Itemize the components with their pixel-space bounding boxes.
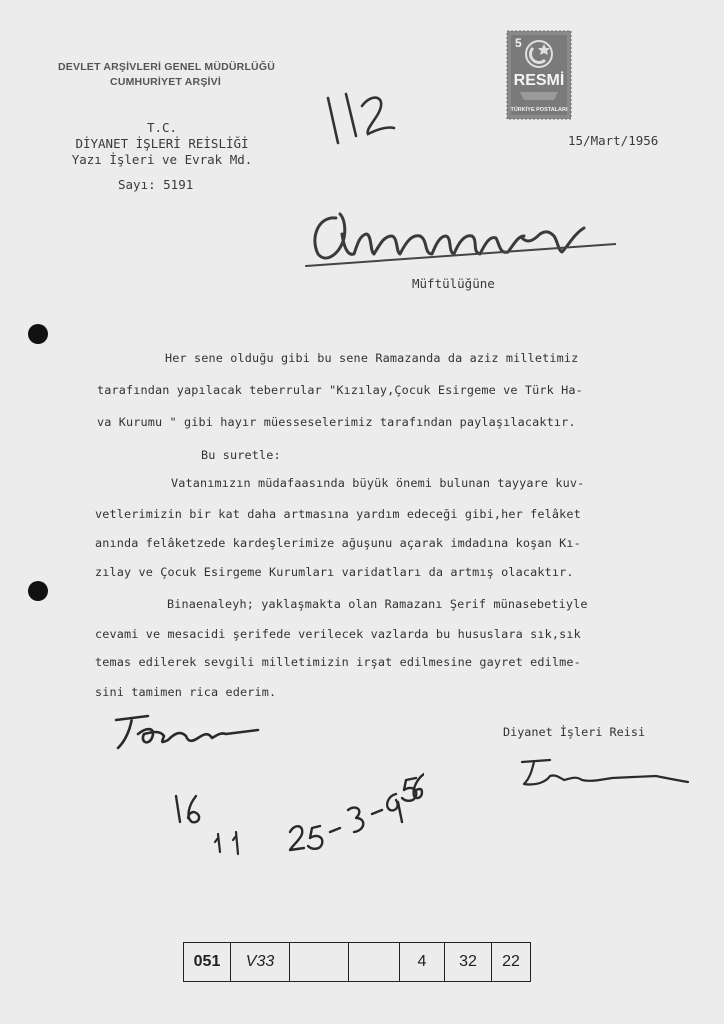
handwritten-mark: [212, 828, 248, 862]
postage-value: 5: [515, 36, 522, 50]
body-line: Bu suretle:: [201, 448, 281, 462]
official-signature: [516, 752, 696, 796]
archive-stamp-line1: DEVLET ARŞİVLERİ GENEL MÜDÜRLÜĞÜ: [58, 61, 275, 73]
body-line: zılay ve Çocuk Esirgeme Kurumları varidatları da artmış olacaktır.: [95, 565, 574, 579]
archive-cell: V33: [231, 943, 290, 981]
punch-hole: [28, 324, 48, 344]
signatory-title: Diyanet İşleri Reisi: [503, 725, 646, 739]
handwritten-number: [320, 88, 400, 162]
reference-number: Sayı: 5191: [118, 177, 194, 192]
archive-reference-box: [183, 942, 531, 982]
handwritten-place: [296, 198, 616, 282]
postage-caption: TÜRKİYE POSTALARI: [510, 107, 568, 113]
initials-signature: [108, 706, 268, 760]
archive-stamp-line2: CUMHURİYET ARŞİVİ: [110, 76, 221, 88]
body-line: va Kurumu " gibi hayır müesseselerimiz tarafından paylaşılacaktır.: [97, 415, 576, 429]
header-institution: DİYANET İŞLERİ REİSLİĞİ: [75, 136, 249, 151]
body-line: Her sene olduğu gibi bu sene Ramazanda da aziz milletimiz: [165, 351, 579, 365]
body-line: Binaenaleyh; yaklaşmakta olan Ramazanı Şerif münasebetiyle: [167, 597, 588, 611]
handwritten-receipt-date: [284, 770, 424, 864]
document-date: 15/Mart/1956: [568, 133, 659, 148]
punch-hole: [28, 581, 48, 601]
recipient: Müftülüğüne: [412, 276, 495, 291]
body-line: temas edilerek sevgili milletimizin irşat edilmesine gayret edilme-: [95, 655, 581, 669]
archive-cell: 32: [445, 943, 492, 981]
postage-stamp: [506, 30, 572, 124]
body-line: anında felâketzede kardeşlerimize ağuşunu açarak imdadına koşan Kı-: [95, 536, 581, 550]
body-line: tarafından yapılacak teberrular "Kızılay,Çocuk Esirgeme ve Türk Ha-: [97, 383, 583, 397]
archive-cell: 051: [184, 943, 231, 981]
header-department: Yazı İşleri ve Evrak Md.: [71, 152, 253, 167]
archive-cell: [349, 943, 400, 981]
body-line: vetlerimizin bir kat daha artmasına yardım edeceği gibi,her felâket: [95, 507, 581, 521]
body-line: sini tamimen rica ederim.: [95, 685, 277, 699]
header-block: [52, 120, 272, 168]
archive-cell: 22: [502, 953, 520, 970]
body-line: cevami ve mesacidi şerifede verilecek vazlarda bu hususlara sık,sık: [95, 627, 581, 641]
postage-text: RESMİ: [513, 72, 565, 89]
body-line: Vatanımızın müdafaasında büyük önemi bulunan tayyare kuv-: [171, 476, 585, 490]
archive-cell: 4: [400, 943, 445, 981]
header-tc: T.C.: [146, 120, 178, 135]
handwritten-note-number: [170, 792, 210, 832]
archive-stamp: [58, 60, 273, 90]
archive-cell: [290, 943, 349, 981]
